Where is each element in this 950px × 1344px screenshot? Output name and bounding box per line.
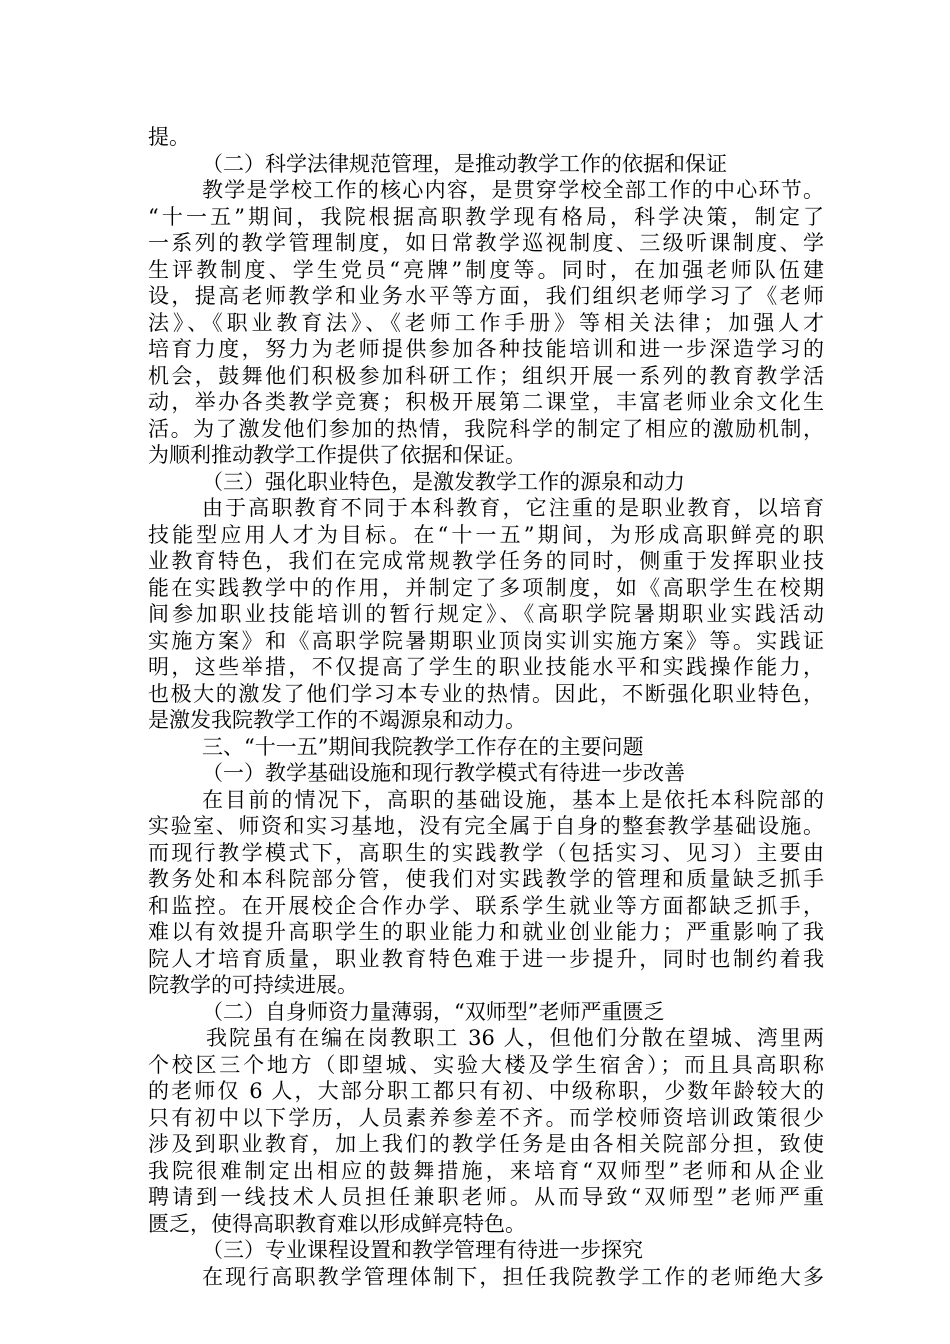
text-line: 业教育特色，我们在完成常规教学任务的同时，侧重于发挥职业技 [148, 549, 824, 573]
text-line: 生评教制度、学生党员“亮牌”制度等。同时，在加强老师队伍建 [148, 257, 824, 282]
text-line: 培育力度，努力为老师提供参加各种技能培训和进一步深造学习的 [148, 337, 824, 361]
text-line: 间参加职业技能培训的暂行规定》、《高职学院暑期职业实践活动 [148, 602, 824, 626]
text-line: 机会，鼓舞他们积极参加科研工作；组织开展一系列的教育教学活 [148, 363, 824, 388]
text-line: 院教学的可持续进展。 [148, 973, 358, 997]
text-line: 而现行教学模式下，高职生的实践教学（包括实习、见习）主要由 [148, 840, 824, 865]
section-heading: （二）自身师资力量薄弱，“双师型”老师严重匮乏 [202, 999, 665, 1024]
section-heading: （一）教学基础设施和现行教学模式有待进一步改善 [202, 761, 685, 785]
section-heading: （二）科学法律规范管理，是推动教学工作的依据和保证 [202, 151, 727, 176]
chapter-heading: 三、“十一五”期间我院教学工作存在的主要问题 [202, 734, 644, 759]
text-line: 设，提高老师教学和业务水平等方面，我们组织老师学习了《老师 [148, 284, 824, 308]
text-line: 一系列的教学管理制度，如日常教学巡视制度、三级听课制度、学 [148, 231, 824, 255]
text-line: 个校区三个地方（即望城、实验大楼及学生宿舍）；而且具高职称 [148, 1052, 824, 1077]
section-heading: （三）强化职业特色，是激发教学工作的源泉和动力 [202, 469, 685, 494]
text-line: 明，这些举措，不仅提高了学生的职业技能水平和实践操作能力， [148, 655, 824, 679]
text-line: 难以有效提升高职学生的职业能力和就业创业能力；严重影响了我 [148, 920, 824, 944]
text-line: 我院虽有在编在岗教职工 36 人，但他们分散在望城、湾里两 [206, 1026, 824, 1050]
text-line: “十一五”期间，我院根据高职教学现有格局，科学决策，制定了 [148, 204, 824, 229]
text-line: 教务处和本科院部分管，使我们对实践教学的管理和质量缺乏抓手 [148, 867, 824, 891]
text-line: 我院很难制定出相应的鼓舞措施，来培育“双师型”老师和从企业 [148, 1158, 824, 1183]
text-line: 动，举办各类教学竞赛；积极开展第二课堂，丰富老师业余文化生 [148, 390, 824, 414]
text-line: 也极大的激发了他们学习本专业的热情。因此，不断强化职业特色， [148, 681, 824, 706]
document-body [148, 124, 824, 1290]
text-line: 匮乏，使得高职教育难以形成鲜亮特色。 [148, 1211, 526, 1236]
text-line: 为顺利推动教学工作提供了依据和保证。 [148, 443, 526, 467]
text-line: 在目前的情况下，高职的基础设施，基本上是依托本科院部的 [202, 787, 824, 812]
text-line: 提。 [148, 125, 190, 149]
text-line: 的老师仅 6 人，大部分职工都只有初、中级称职，少数年龄较大的 [148, 1079, 824, 1103]
section-heading: （三）专业课程设置和教学管理有待进一步探究 [202, 1238, 643, 1262]
text-line: 技能型应用人才为目标。在“十一五”期间，为形成高职鲜亮的职 [148, 522, 824, 547]
text-line: 实验室、师资和实习基地，没有完全属于自身的整套教学基础设施。 [148, 814, 824, 838]
text-line: 和监控。在开展校企合作办学、联系学生就业等方面都缺乏抓手， [148, 893, 824, 918]
text-line: 活。为了激发他们参加的热情，我院科学的制定了相应的激励机制， [148, 416, 824, 441]
text-line: 由于高职教育不同于本科教育，它注重的是职业教育，以培育 [202, 496, 824, 520]
text-line: 聘请到一线技术人员担任兼职老师。从而导致“双师型”老师严重 [148, 1185, 824, 1209]
text-line: 教学是学校工作的核心内容，是贯穿学校全部工作的中心环节。 [202, 178, 824, 202]
text-line: 院人才培育质量，职业教育特色难于进一步提升，同时也制约着我 [148, 946, 824, 971]
text-line: 只有初中以下学历，人员素养参差不齐。而学校师资培训政策很少 [148, 1105, 824, 1130]
text-line: 涉及到职业教育，加上我们的教学任务是由各相关院部分担，致使 [148, 1132, 824, 1156]
text-line: 实施方案》和《高职学院暑期职业顶岗实训实施方案》等。实践证 [148, 628, 824, 653]
text-line: 在现行高职教学管理体制下，担任我院教学工作的老师绝大多 [202, 1264, 824, 1289]
text-line: 是激发我院教学工作的不竭源泉和动力。 [148, 708, 526, 732]
text-line: 能在实践教学中的作用，并制定了多项制度，如《高职学生在校期 [148, 575, 824, 600]
text-line: 法》、《职业教育法》、《老师工作手册》等相关法律；加强人才 [148, 310, 824, 335]
